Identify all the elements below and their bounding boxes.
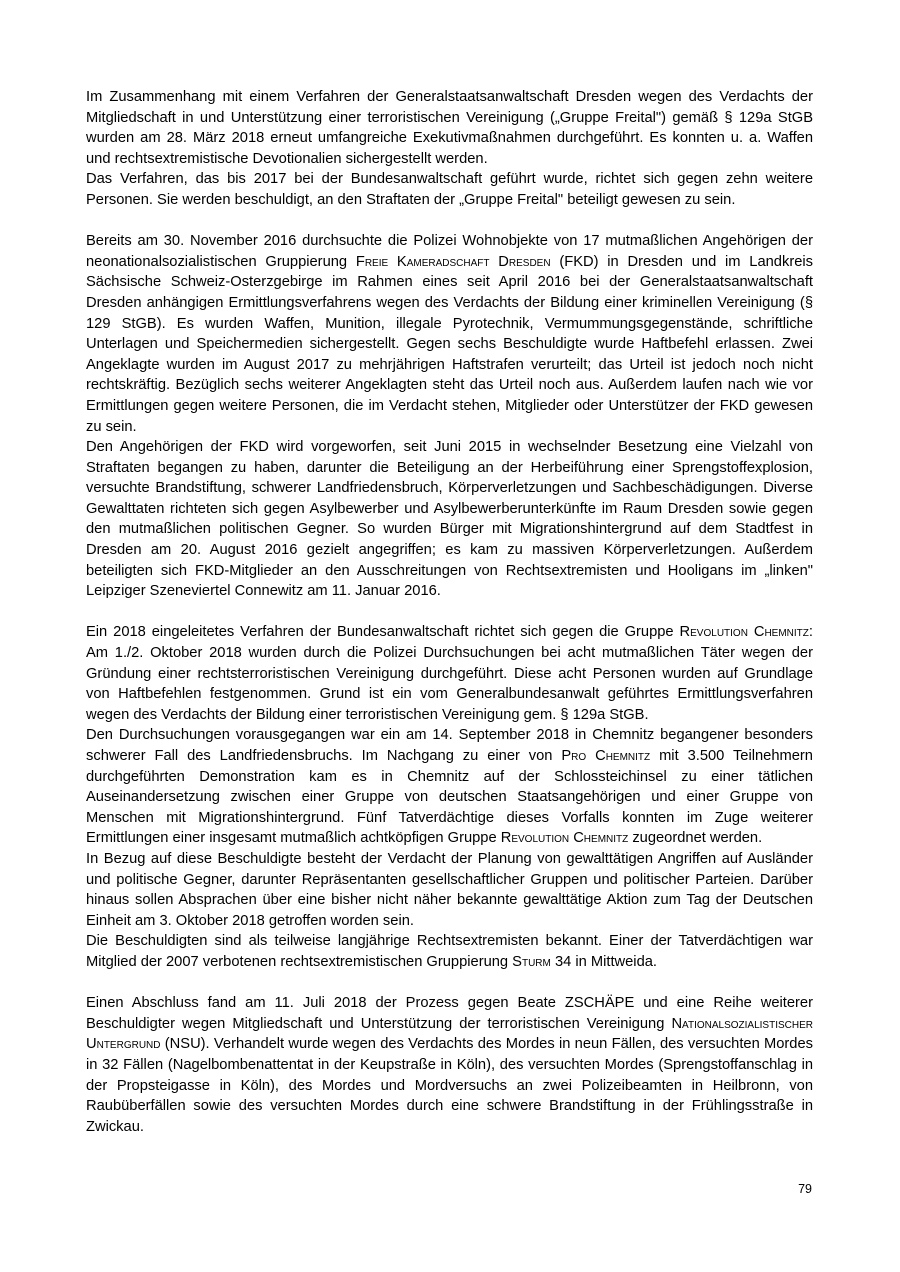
text-segment: Die Beschuldigten sind als teilweise langjährige Rechtsextremisten bekannt. Einer der Tatverdächtigen war Mitglied der 2007 verbotenen rechtsextremistischen Gruppierung: [86, 933, 813, 970]
organization-name: Pro Chemnitz: [561, 748, 651, 764]
text-segment: zugeordnet werden.: [628, 830, 763, 847]
paragraph: [86, 622, 813, 725]
paragraph: [86, 87, 813, 169]
section-fkd: [86, 231, 813, 602]
section-nsu: [86, 993, 813, 1137]
text-segment: (NSU). Verhandelt wurde wegen des Verdachts des Mordes in neun Fällen, des versuchten Mordes in 32 Fällen (Nagelbombenattentat in der Keupstraße in Köln), des versuchten Mordes (Sprengstoffanschlag in der Propsteigasse in Köln), des Mordes und Mordversuchs an zwei Polizeibeamten in Heilbronn, von Raubüberfällen sowie des versuchten Mordes durch eine schwere Brandstiftung in der Frühlingsstraße in Zwickau.: [86, 1036, 813, 1135]
text-segment: : Am 1./2. Oktober 2018 wurden durch die Polizei Durchsuchungen bei acht mutmaßlichen Täter wegen der Gründung einer rechtsterroristischen Vereinigung durchgeführt. Diese acht Personen wurden auf Grundlage von Haftbefehlen festgenommen. Grund ist ein vom Generalbundesanwalt geführtes Ermittlungsverfahren wegen des Verdachts der Bildung einer terroristischen Vereinigung gem. § 129a StGB.: [86, 624, 813, 723]
text-segment: Ein 2018 eingeleitetes Verfahren der Bundesanwaltschaft richtet sich gegen die Gruppe: [86, 624, 680, 641]
page-number: 79: [798, 1182, 812, 1196]
paragraph: [86, 931, 813, 972]
text-segment: mit 3.500 Teilnehmern durchgeführten Demonstration kam es in Chemnitz auf der Schlossteichinsel zu einer tätlichen Auseinandersetzung zwischen einer Gruppe von deutschen Staatsangehörigen und einer Gruppe von Menschen mit Migrationshintergrund. Fünf Tatverdächtige dieses Vorfalls konnten im Zuge weiterer Ermittlungen einer insgesamt mutmaßlich achtköpfigen Gruppe: [86, 748, 813, 847]
text-segment: 34 in Mittweida.: [550, 953, 657, 970]
section-gruppe-freital: [86, 87, 813, 211]
organization-name: Revolution Chemnitz: [500, 830, 629, 847]
paragraph: [86, 231, 813, 437]
paragraph: [86, 993, 813, 1137]
text-segment: Im Zusammenhang mit einem Verfahren der Generalstaatsanwaltschaft Dresden wegen des Verdachts der Mitgliedschaft in und Unterstützung einer terroristischen Vereinigung („Gruppe Freital") gemäß § 129a StGB wurden am 28. März 2018 erneut umfangreiche Exekutivmaßnahmen durchgeführt. Es konnten u. a. Waffen und rechtsextremistische Devotionalien sichergestellt werden.: [86, 89, 813, 167]
text-segment: Den Angehörigen der FKD wird vorgeworfen, seit Juni 2015 in wechselnder Besetzung eine Vielzahl von Straftaten begangen zu haben, darunter die Beteiligung an der Herbeiführung einer Sprengstoffexplosion, versuchte Brandstiftung, schwerer Landfriedensbruch, Körperverletzungen und Sachbeschädigungen. Diverse Gewalttaten richteten sich gegen Asylbewerber und Asylbewerberunterkünfte im Raum Dresden sowie gegen den mutmaßlichen politischen Gegner. So wurden Bürger mit Migrationshintergrund auf dem Stadtfest in Dresden am 20. August 2016 gezielt angegriffen; es kam zu massiven Körperverletzungen. Außerdem beteiligten sich FKD-Mitglieder an den Ausschreitungen von Rechtsextremisten und Hooligans im „linken" Leipziger Szeneviertel Connewitz am 11. Januar 2016.: [86, 439, 813, 600]
paragraph: [86, 725, 813, 849]
section-revolution-chemnitz: [86, 622, 813, 972]
organization-name: Revolution Chemnitz: [679, 624, 809, 641]
organization-name: Freie Kameradschaft Dresden: [355, 253, 551, 270]
text-segment: (FKD) in Dresden und im Landkreis Sächsische Schweiz-Osterzgebirge im Rahmen eines seit April 2016 bei der Generalstaatsanwaltschaft Dresden anhängigen Ermittlungsverfahrens wegen des Verdachts der Bildung einer kriminellen Vereinigung (§ 129 StGB). Es wurden Waffen, Munition, illegale Pyrotechnik, Vermummungsgegenstände, schriftliche Unterlagen und Speichermedien sichergestellt. Gegen sechs Beschuldigte wurde Haftbefehl erlassen. Zwei Angeklagte wurden im August 2017 zu mehrjährigen Haftstrafen verurteilt; das Urteil ist jedoch noch nicht rechtskräftig. Bezüglich sechs weiterer Angeklagten steht das Urteil noch aus. Außerdem laufen nach wie vor Ermittlungen gegen weitere Personen, die im Verdacht stehen, Mitglieder oder Unterstützer der FKD gewesen zu sein.: [86, 253, 813, 435]
text-segment: Das Verfahren, das bis 2017 bei der Bundesanwaltschaft geführt wurde, richtet sich gegen zehn weitere Personen. Sie werden beschuldigt, an den Straftaten der „Gruppe Freital" beteiligt gewesen zu sein.: [86, 171, 813, 208]
text-segment: In Bezug auf diese Beschuldigte besteht der Verdacht der Planung von gewalttätigen Angriffen auf Ausländer und politische Gegner, darunter Repräsentanten gesellschaftlicher Gruppen und politischer Parteien. Darüber hinaus sollen Absprachen über eine bisher nicht näher bekannte gewalttätige Aktion zum Tag der Deutschen Einheit am 3. Oktober 2018 getroffen worden sein.: [86, 850, 813, 929]
organization-name: Sturm: [512, 953, 551, 970]
text-segment: Bereits am 30. November 2016 durchsuchte die Polizei Wohnobjekte von 17 mutmaßlichen Angehörigen der neonationalsozialistischen Gruppierung: [86, 233, 813, 270]
organization-name: Nationalsozialistischer Untergrund: [86, 1015, 813, 1053]
text-segment: Den Durchsuchungen vorausgegangen war ein am 14. September 2018 in Chemnitz begangener besonders schwerer Fall des Landfriedensbruchs. Im Nachgang zu einer von: [86, 727, 813, 764]
paragraph: [86, 169, 813, 210]
paragraph: [86, 849, 813, 931]
paragraph: [86, 437, 813, 602]
text-segment: Einen Abschluss fand am 11. Juli 2018 der Prozess gegen Beate ZSCHÄPE und eine Reihe weiterer Beschuldigter wegen Mitgliedschaft und Unterstützung der terroristischen Vereinigung: [86, 995, 813, 1032]
body-text: [86, 87, 813, 1158]
